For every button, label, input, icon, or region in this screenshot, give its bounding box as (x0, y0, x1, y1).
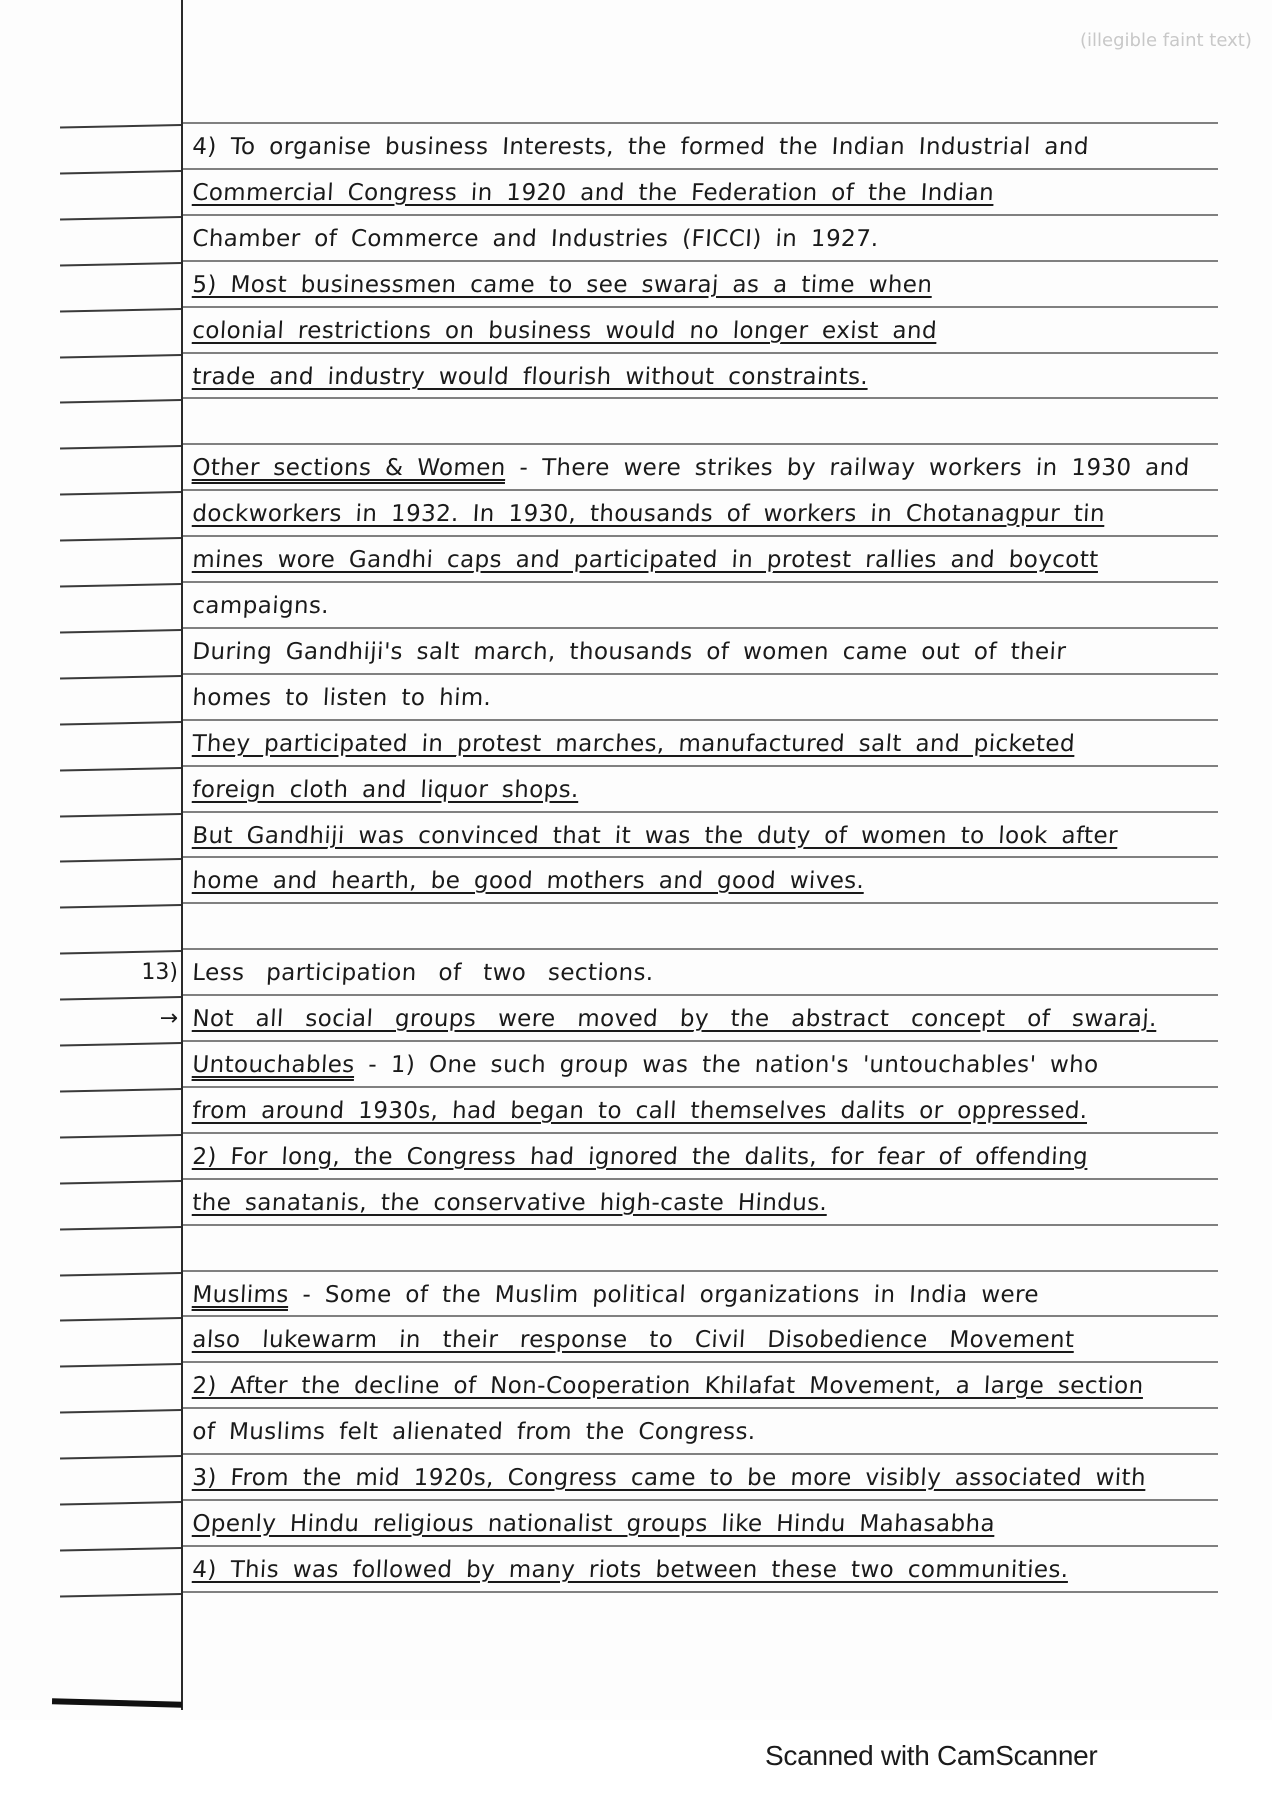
note-line: Chamber of Commerce and Industries (FICCI) in 1927. (191, 226, 880, 252)
ruled-line-margin-stub (60, 354, 181, 359)
note-line: Openly Hindu religious nationalist groups like Hindu Mahasabha (191, 1511, 996, 1537)
note-line: But Gandhiji was convinced that it was the duty of women to look after (191, 823, 1119, 849)
ruled-line-margin-stub (60, 537, 181, 542)
note-line: They participated in protest marches, manufactured salt and picketed (191, 731, 1076, 757)
ruled-line-margin-stub (60, 767, 181, 772)
ruled-line-margin-stub (60, 996, 181, 1001)
note-line: from around 1930s, had began to call themselves dalits or oppressed. (191, 1098, 1089, 1124)
note-line: homes to listen to him. (191, 685, 493, 711)
ruled-line-margin-stub (60, 262, 181, 267)
page-edge (52, 1698, 182, 1707)
note-line: 5) Most businessmen came to see swaraj as a time when (191, 272, 934, 298)
note-line: dockworkers in 1932. In 1930, thousands of workers in Chotanagpur tin (191, 501, 1106, 527)
question-number: 13) (141, 960, 178, 985)
ruled-line-margin-stub (60, 858, 181, 863)
note-line: 3) From the mid 1920s, Congress came to be more visibly associated with (191, 1465, 1147, 1491)
note-line: 4) This was followed by many riots between these two communities. (191, 1557, 1070, 1583)
note-line: the sanatanis, the conservative high-caste Hindus. (191, 1190, 829, 1216)
ruled-line-margin-stub (60, 813, 181, 818)
ruled-line-margin-stub (60, 721, 181, 726)
ruled-line-margin-stub (60, 675, 181, 680)
note-line: Not all social groups were moved by the abstract concept of swaraj. (191, 1006, 1158, 1032)
ruled-line-margin-stub (60, 904, 181, 909)
camscanner-watermark: Scanned with CamScanner (765, 1740, 1098, 1771)
ruled-line-margin-stub (60, 170, 181, 175)
note-line: 2) After the decline of Non-Cooperation Khilafat Movement, a large section (191, 1373, 1145, 1399)
ruled-line-margin-stub (60, 216, 181, 221)
ruled-line-margin-stub (60, 1455, 181, 1460)
ruled-line-margin-stub (60, 629, 181, 634)
ruled-line-margin-stub (60, 1134, 181, 1139)
ruled-line-margin-stub (60, 1272, 181, 1277)
note-line: 4) To organise business Interests, the formed the Indian Industrial and (191, 134, 1090, 160)
section-heading: Muslims (191, 1282, 290, 1308)
arrow-marker-icon: → (159, 1006, 178, 1031)
note-line: foreign cloth and liquor shops. (191, 777, 580, 803)
ruled-line-margin-stub (60, 583, 181, 588)
note-line (191, 455, 1223, 495)
note-line (191, 1282, 1223, 1322)
note-line (191, 409, 1223, 449)
ruled-line-margin-stub (60, 124, 181, 129)
note-line: Commercial Congress in 1920 and the Federation of the Indian (191, 180, 995, 206)
note-line: trade and industry would flourish without constraints. (191, 364, 869, 390)
ruled-line-margin-stub (60, 308, 181, 313)
faint-header-text: (illegible faint text) (1080, 30, 1252, 51)
note-line: colonial restrictions on business would no longer exist and (191, 318, 938, 344)
ruled-line-margin-stub (60, 1088, 181, 1093)
ruled-line-margin-stub (60, 1409, 181, 1414)
ruled-line-margin-stub (60, 1593, 181, 1598)
ruled-line-margin-stub (60, 1317, 181, 1322)
ruled-line-margin-stub (60, 1180, 181, 1185)
ruled-line-margin-stub (60, 491, 181, 496)
section-text: - 1) One such group was the nation's 'untouchables' who (354, 1052, 1100, 1078)
ruled-line-margin-stub (60, 1226, 181, 1231)
section-text: - Some of the Muslim political organizations in India were (288, 1282, 1040, 1308)
note-line (191, 914, 1223, 954)
ruled-line-margin-stub (60, 399, 181, 404)
note-line: campaigns. (191, 593, 330, 619)
note-line (191, 1052, 1223, 1092)
note-line: mines wore Gandhi caps and participated in protest rallies and boycott (191, 547, 1100, 573)
ruled-line-margin-stub (60, 950, 181, 955)
ruled-line-margin-stub (60, 1547, 181, 1552)
note-line: Less participation of two sections. (191, 960, 655, 986)
section-text: - There were strikes by railway workers in 1930 and (505, 455, 1191, 481)
ruled-line-margin-stub (60, 1501, 181, 1506)
note-line: also lukewarm in their response to Civil Disobedience Movement (191, 1327, 1076, 1353)
note-line: home and hearth, be good mothers and good wives. (191, 868, 866, 894)
ruled-line-margin-stub (60, 1042, 181, 1047)
note-line (191, 1236, 1223, 1276)
ruled-line (183, 122, 1218, 124)
note-line: of Muslims felt alienated from the Congress. (191, 1419, 757, 1445)
ruled-line-margin-stub (60, 1363, 181, 1368)
note-line: 2) For long, the Congress had ignored the dalits, for fear of offending (191, 1144, 1089, 1170)
section-heading: Untouchables (191, 1052, 356, 1078)
note-line: During Gandhiji's salt march, thousands of women came out of their (191, 639, 1067, 665)
section-heading: Other sections & Women (191, 455, 507, 481)
ruled-line-margin-stub (60, 445, 181, 450)
